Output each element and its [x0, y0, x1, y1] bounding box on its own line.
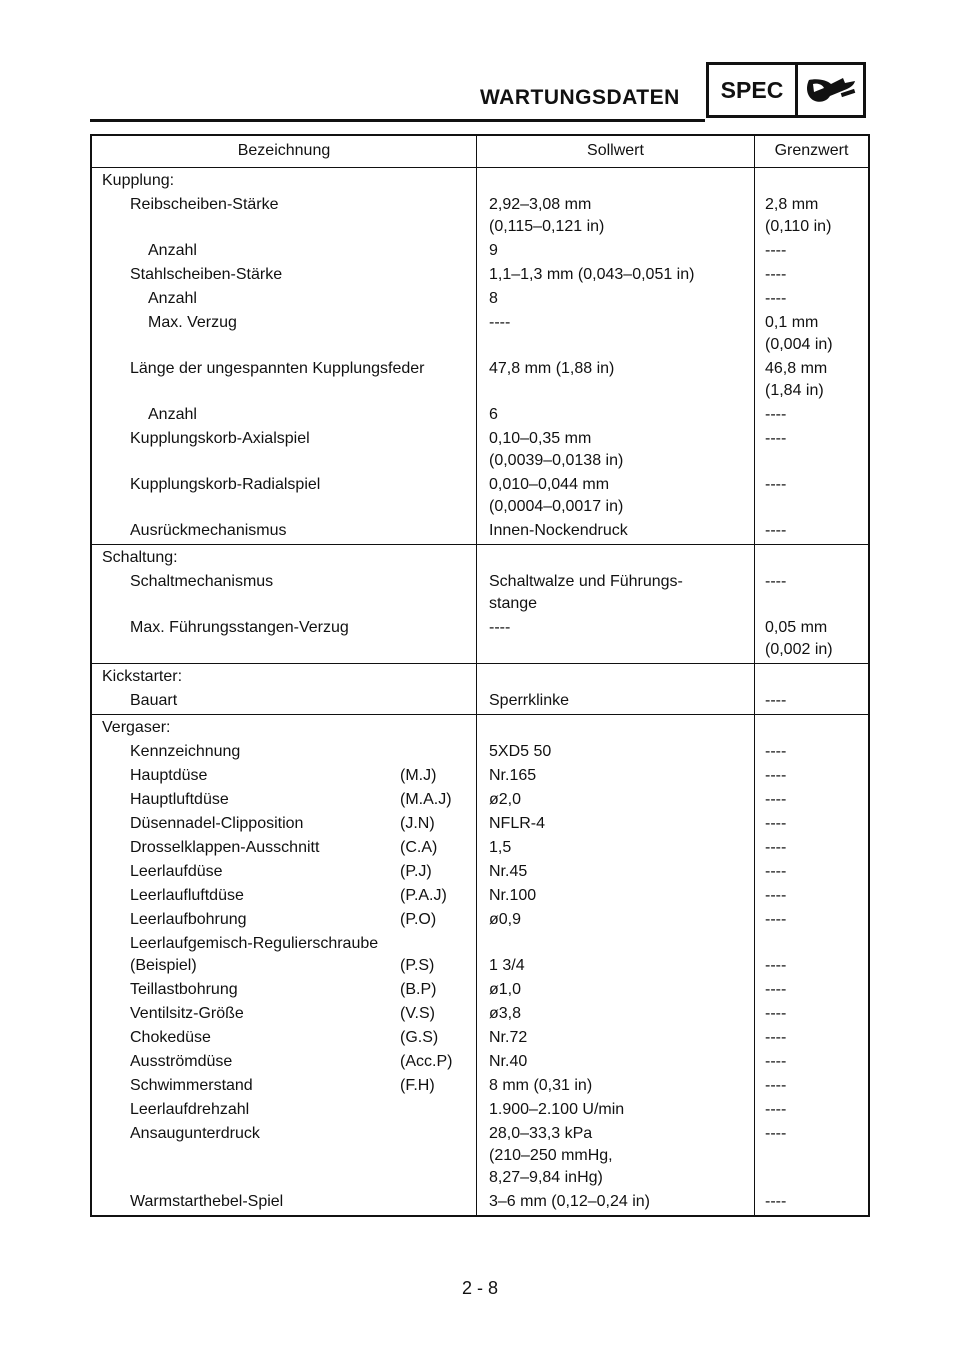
grenzwert-cell: ---- — [765, 1101, 787, 1118]
bezeichnung-cell — [92, 690, 477, 714]
grenzwert-cell: ---- — [765, 242, 787, 259]
label-wrap — [102, 288, 476, 310]
item-label: Leerlaufgemisch-Regulierschraube (Beispiel) — [130, 935, 379, 974]
bezeichnung-cell — [92, 288, 477, 312]
table-row — [92, 909, 868, 933]
column-header-bezeichnung: Bezeichnung — [92, 136, 477, 167]
item-code: (J.N) — [400, 815, 435, 832]
item-code: (P.O) — [400, 911, 437, 928]
bezeichnung-cell — [92, 520, 477, 544]
grenzwert-cell: ---- — [765, 957, 787, 974]
table-row — [92, 1003, 868, 1027]
bezeichnung-cell — [92, 571, 477, 617]
section-title: Schaltung: — [92, 545, 477, 571]
sollwert-cell: 8 — [477, 288, 755, 312]
grenzwert-cell: ---- — [765, 1005, 787, 1022]
label-wrap — [102, 909, 476, 931]
grenzwert-cell: ---- — [765, 1193, 787, 1210]
table-row — [92, 765, 868, 789]
label-wrap — [102, 765, 476, 787]
table-row — [92, 1051, 868, 1075]
table-row — [92, 428, 868, 474]
section-blank-cell — [755, 715, 868, 741]
table-row — [92, 571, 868, 617]
section-title: Vergaser: — [92, 715, 477, 741]
bezeichnung-cell — [92, 1027, 477, 1051]
item-code: (C.A) — [400, 839, 438, 856]
label-wrap — [102, 264, 476, 286]
label-wrap — [102, 789, 476, 811]
item-label: Hauptluftdüse — [130, 791, 229, 808]
bezeichnung-cell — [92, 837, 477, 861]
table-header-row — [92, 136, 868, 168]
item-code: (F.H) — [400, 1077, 435, 1094]
label-wrap — [102, 741, 476, 763]
sollwert-cell: 5XD5 50 — [477, 741, 755, 765]
table-row — [92, 194, 868, 240]
item-label: Stahlscheiben-Stärke — [130, 266, 283, 283]
bezeichnung-cell — [92, 789, 477, 813]
sollwert-cell: ---- — [477, 617, 755, 663]
bezeichnung-cell — [92, 765, 477, 789]
item-label: Max. Verzug — [148, 314, 237, 331]
sollwert-cell: ø1,0 — [477, 979, 755, 1003]
item-label: Teillastbohrung — [130, 981, 238, 998]
table-row — [92, 979, 868, 1003]
section-blank-cell — [755, 168, 868, 194]
item-code: (V.S) — [400, 1005, 435, 1022]
item-code: (G.S) — [400, 1029, 439, 1046]
table-row — [92, 358, 868, 404]
label-wrap — [102, 474, 476, 496]
sollwert-cell: Nr.72 — [477, 1027, 755, 1051]
bezeichnung-cell — [92, 979, 477, 1003]
sollwert-cell: Innen-Nockendruck — [477, 520, 755, 544]
item-label: Anzahl — [148, 290, 197, 307]
bezeichnung-cell — [92, 312, 477, 358]
table-row — [92, 861, 868, 885]
bezeichnung-cell — [92, 264, 477, 288]
section-blank-cell — [477, 168, 755, 194]
item-label: Kupplungskorb-Radialspiel — [130, 476, 321, 493]
table-row — [92, 837, 868, 861]
grenzwert-cell: ---- — [765, 1053, 787, 1070]
label-wrap — [102, 1027, 476, 1049]
bezeichnung-cell — [92, 813, 477, 837]
bezeichnung-cell — [92, 1123, 477, 1191]
sollwert-cell: NFLR-4 — [477, 813, 755, 837]
label-wrap — [102, 404, 476, 426]
grenzwert-cell: ---- — [765, 839, 787, 856]
item-code: (Acc.P) — [400, 1053, 453, 1070]
bezeichnung-cell — [92, 474, 477, 520]
bezeichnung-cell — [92, 1191, 477, 1215]
bezeichnung-cell — [92, 404, 477, 428]
label-wrap — [102, 1191, 476, 1213]
item-label: Bauart — [130, 692, 178, 709]
item-label: Max. Führungsstangen-Verzug — [130, 619, 349, 636]
table-row — [92, 789, 868, 813]
bezeichnung-cell — [92, 358, 477, 404]
bezeichnung-cell — [92, 861, 477, 885]
section-title: Kickstarter: — [92, 664, 477, 690]
item-label: Reibscheiben-Stärke — [130, 196, 279, 213]
table-row — [92, 741, 868, 765]
bezeichnung-cell — [92, 1051, 477, 1075]
table-row — [92, 264, 868, 288]
bezeichnung-cell — [92, 909, 477, 933]
grenzwert-cell: ---- — [765, 1125, 787, 1142]
table-row — [92, 933, 868, 979]
item-label: Hauptdüse — [130, 767, 208, 784]
sollwert-cell: Nr.165 — [477, 765, 755, 789]
sollwert-cell: 0,010–0,044 mm (0,0004–0,0017 in) — [477, 474, 755, 520]
bezeichnung-cell — [92, 741, 477, 765]
sollwert-cell: 47,8 mm (1,88 in) — [477, 358, 755, 404]
item-code: (P.A.J) — [400, 887, 447, 904]
sollwert-cell: Nr.100 — [477, 885, 755, 909]
section-row — [92, 663, 868, 690]
bezeichnung-cell — [92, 240, 477, 264]
sollwert-cell: 9 — [477, 240, 755, 264]
item-label: Ausströmdüse — [130, 1053, 233, 1070]
grenzwert-cell: ---- — [765, 791, 787, 808]
sollwert-cell: 6 — [477, 404, 755, 428]
spec-badge — [706, 62, 866, 118]
sollwert-cell: 8 mm (0,31 in) — [477, 1075, 755, 1099]
item-label: Anzahl — [148, 242, 197, 259]
label-wrap — [102, 861, 476, 883]
table-row — [92, 885, 868, 909]
grenzwert-cell: 0,05 mm (0,002 in) — [765, 619, 833, 658]
sollwert-cell: 1.900–2.100 U/min — [477, 1099, 755, 1123]
sollwert-cell: 28,0–33,3 kPa (210–250 mmHg, 8,27–9,84 inHg) — [477, 1123, 755, 1191]
grenzwert-cell: ---- — [765, 476, 787, 493]
table-row — [92, 1099, 868, 1123]
item-label: Drosselklappen-Ausschnitt — [130, 839, 320, 856]
section-blank-cell — [477, 664, 755, 690]
label-wrap — [102, 428, 476, 450]
bezeichnung-cell — [92, 194, 477, 240]
grenzwert-cell: ---- — [765, 290, 787, 307]
section-blank-cell — [477, 715, 755, 741]
label-wrap — [102, 837, 476, 859]
section-row — [92, 168, 868, 194]
sollwert-cell: Sperrklinke — [477, 690, 755, 714]
label-wrap — [102, 933, 476, 977]
table-row — [92, 1123, 868, 1191]
table-row — [92, 312, 868, 358]
grenzwert-cell: ---- — [765, 887, 787, 904]
grenzwert-cell: ---- — [765, 1077, 787, 1094]
section-row — [92, 544, 868, 571]
sollwert-cell: 2,92–3,08 mm (0,115–0,121 in) — [477, 194, 755, 240]
label-wrap — [102, 979, 476, 1001]
item-label: Warmstarthebel-Spiel — [130, 1193, 284, 1210]
table-row — [92, 813, 868, 837]
bezeichnung-cell — [92, 428, 477, 474]
grenzwert-cell: ---- — [765, 573, 787, 590]
section-blank-cell — [755, 664, 868, 690]
item-label: Schwimmerstand — [130, 1077, 253, 1094]
grenzwert-cell: ---- — [765, 863, 787, 880]
table-row — [92, 690, 868, 714]
item-code: (P.J) — [400, 863, 432, 880]
item-label: Ausrückmechanismus — [130, 522, 287, 539]
grenzwert-cell: ---- — [765, 266, 787, 283]
item-label: Schaltmechanismus — [130, 573, 274, 590]
sollwert-cell: 1,5 — [477, 837, 755, 861]
item-label: Leerlaufdüse — [130, 863, 223, 880]
bezeichnung-cell — [92, 1075, 477, 1099]
label-wrap — [102, 194, 476, 216]
label-wrap — [102, 571, 476, 593]
item-label: Leerlaufluftdüse — [130, 887, 244, 904]
page-number: 2 - 8 — [461, 1278, 499, 1298]
item-label: Chokedüse — [130, 1029, 211, 1046]
section-row — [92, 714, 868, 741]
table-row — [92, 520, 868, 544]
table-row — [92, 240, 868, 264]
grenzwert-cell: 0,1 mm (0,004 in) — [765, 314, 833, 353]
item-code: (P.S) — [400, 957, 435, 974]
grenzwert-cell: 46,8 mm (1,84 in) — [765, 360, 828, 399]
label-wrap — [102, 1003, 476, 1025]
sollwert-cell: ø3,8 — [477, 1003, 755, 1027]
item-label: Kennzeichnung — [130, 743, 241, 760]
item-label: Düsennadel-Clipposition — [130, 815, 304, 832]
label-wrap — [102, 690, 476, 712]
table-row — [92, 1191, 868, 1215]
sollwert-cell: ø2,0 — [477, 789, 755, 813]
column-header-sollwert: Sollwert — [477, 136, 755, 167]
sollwert-cell: ---- — [477, 312, 755, 358]
bezeichnung-cell — [92, 1099, 477, 1123]
label-wrap — [102, 1099, 476, 1121]
label-wrap — [102, 617, 476, 639]
label-wrap — [102, 885, 476, 907]
wrench-icon — [798, 65, 863, 115]
label-wrap — [102, 312, 476, 334]
grenzwert-cell: ---- — [765, 692, 787, 709]
label-wrap — [102, 240, 476, 262]
page-title: WARTUNGSDATEN — [480, 86, 680, 109]
item-code: (M.J) — [400, 767, 437, 784]
item-label: Ansaugunterdruck — [130, 1125, 260, 1142]
grenzwert-cell: ---- — [765, 911, 787, 928]
table-row — [92, 1075, 868, 1099]
spec-label: SPEC — [709, 65, 798, 115]
label-wrap — [102, 520, 476, 542]
sollwert-cell: ø0,9 — [477, 909, 755, 933]
table-row — [92, 617, 868, 663]
table-row — [92, 474, 868, 520]
grenzwert-cell: ---- — [765, 406, 787, 423]
label-wrap — [102, 1051, 476, 1073]
item-label: Länge der ungespannten Kupplungsfeder — [130, 360, 425, 377]
item-label: Kupplungskorb-Axialspiel — [130, 430, 310, 447]
sollwert-cell: Schaltwalze und Führungs- stange — [477, 571, 755, 617]
grenzwert-cell: ---- — [765, 767, 787, 784]
grenzwert-cell: ---- — [765, 1029, 787, 1046]
table-row — [92, 1027, 868, 1051]
bezeichnung-cell — [92, 933, 477, 979]
sollwert-cell: 3–6 mm (0,12–0,24 in) — [477, 1191, 755, 1215]
item-code: (B.P) — [400, 981, 437, 998]
grenzwert-cell: 2,8 mm (0,110 in) — [765, 196, 832, 235]
item-label: Leerlaufdrehzahl — [130, 1101, 250, 1118]
grenzwert-cell: ---- — [765, 430, 787, 447]
specification-table — [90, 134, 870, 1217]
section-blank-cell — [755, 545, 868, 571]
grenzwert-cell: ---- — [765, 743, 787, 760]
bezeichnung-cell — [92, 1003, 477, 1027]
sollwert-cell: 1 3/4 — [477, 933, 755, 979]
table-row — [92, 288, 868, 312]
sollwert-cell: 0,10–0,35 mm (0,0039–0,0138 in) — [477, 428, 755, 474]
sollwert-cell: 1,1–1,3 mm (0,043–0,051 in) — [477, 264, 755, 288]
header-rule — [90, 119, 705, 122]
table-row — [92, 404, 868, 428]
item-label: Ventilsitz-Größe — [130, 1005, 244, 1022]
item-label: Leerlaufbohrung — [130, 911, 247, 928]
grenzwert-cell: ---- — [765, 815, 787, 832]
label-wrap — [102, 1123, 476, 1145]
grenzwert-cell: ---- — [765, 522, 787, 539]
section-blank-cell — [477, 545, 755, 571]
sollwert-cell: Nr.40 — [477, 1051, 755, 1075]
sollwert-cell: Nr.45 — [477, 861, 755, 885]
item-code: (M.A.J) — [400, 791, 452, 808]
grenzwert-cell: ---- — [765, 981, 787, 998]
column-header-grenzwert: Grenzwert — [774, 142, 849, 159]
section-title: Kupplung: — [92, 168, 477, 194]
bezeichnung-cell — [92, 885, 477, 909]
bezeichnung-cell — [92, 617, 477, 663]
label-wrap — [102, 813, 476, 835]
label-wrap — [102, 358, 476, 380]
label-wrap — [102, 1075, 476, 1097]
item-label: Anzahl — [148, 406, 197, 423]
